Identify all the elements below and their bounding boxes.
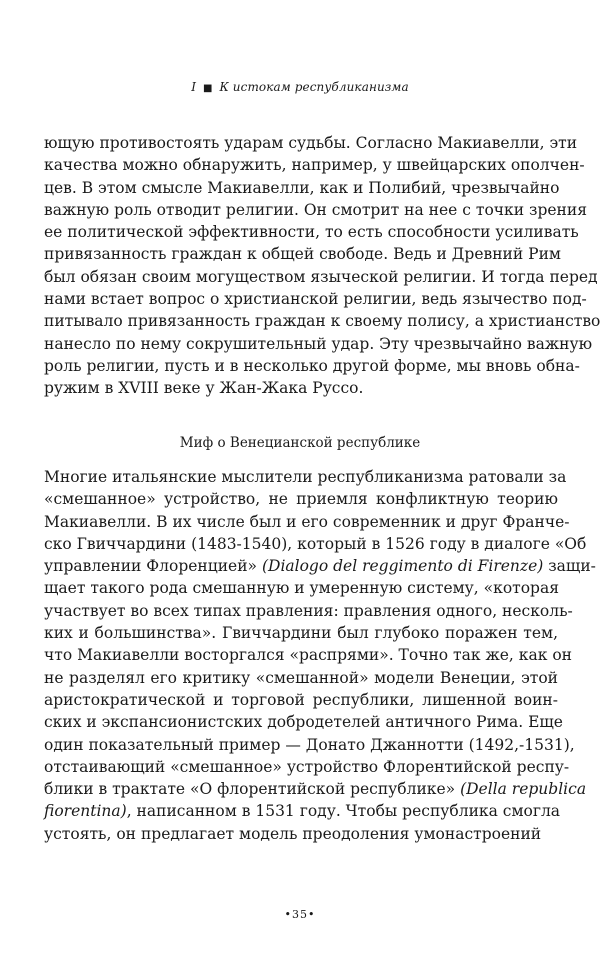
text-line <box>44 800 561 822</box>
text-line: что Макиавелли восторгался «распрями». Точно так же, как он <box>44 646 572 665</box>
italic-title: (Dialogo del reggimento di Firenze) <box>261 557 544 576</box>
paragraph-1 <box>44 132 600 400</box>
chapter-numeral: I <box>191 80 197 94</box>
text-line: ско Гвиччардини (1483-1540), который в 1526 году в диалоге «Об <box>44 534 587 553</box>
text-line: устоять, он предлагает модель преодоления умонастроений <box>44 824 542 843</box>
square-marker-icon: ■ <box>203 83 213 94</box>
text-line: «смешанное» устройство, не приемля конфликтную теорию <box>44 490 558 509</box>
line-text: защи- <box>543 557 596 576</box>
text-line: Многие итальянские мыслители республиканизма ратовали за <box>44 468 567 486</box>
text-line: отстаивающий «смешанное» устройство Флорентийской респу- <box>44 757 570 776</box>
text-line: аристократической и торговой республики, лишенной воин- <box>44 690 558 709</box>
text-line: нанесло по нему сокрушительный удар. Эту чрезвычайно важную <box>44 334 593 353</box>
text-line: не разделял его критику «смешанной» модели Венеции, этой <box>44 668 558 687</box>
text-line: роль религии, пусть и в несколько другой форме, мы вновь обна- <box>44 356 580 375</box>
text-line: ее политической эффективности, то есть способности усиливать <box>44 223 579 242</box>
italic-title: (Della republica <box>460 780 587 799</box>
text-line: нами встает вопрос о христианской религии, ведь язычество под- <box>44 290 587 309</box>
text-line: был обязан своим могуществом языческой религии. И тогда перед <box>44 267 598 286</box>
line-text: , написанном в 1531 году. Чтобы республика смогла <box>126 802 561 821</box>
text-line: участвует во всех типах правления: правления одного, несколь- <box>44 601 573 620</box>
text-line: качества можно обнаружить, например, у швейцарских ополчен- <box>44 156 585 175</box>
text-line: ющую противостоять ударам судьбы. Согласно Макиавелли, эти <box>44 134 578 152</box>
line-text: управлении Флоренцией» <box>44 557 262 576</box>
text-line: питывало привязанность граждан к своему полису, а христианство <box>44 312 600 331</box>
text-line: Макиавелли. В их числе был и его современник и друг Франче- <box>44 512 570 531</box>
text-line: ружим в XVIII веке у Жан-Жака Руссо. <box>44 379 364 398</box>
chapter-title: К истокам республиканизма <box>219 80 409 94</box>
text-line: ких и большинства». Гвиччардини был глубоко поражен тем, <box>44 624 558 643</box>
text-line: цев. В этом смысле Макиавелли, как и Полибий, чрезвычайно <box>44 178 560 197</box>
running-head <box>0 80 600 94</box>
text-line: один показательный пример — Донато Джаннотти (1492,-1531), <box>44 735 575 754</box>
text-line: щает такого рода смешанную и умеренную систему, «которая <box>44 579 559 598</box>
text-line: ских и экспансионистских добродетелей античного Рима. Еще <box>44 713 563 732</box>
text-line: важную роль отводит религии. Он смотрит на нее с точки зрения <box>44 200 587 219</box>
text-line <box>44 555 596 577</box>
section-title: Миф о Венецианской республике <box>179 435 421 451</box>
text-line <box>44 778 587 800</box>
page-number: •35• <box>284 908 316 921</box>
line-text: блики в трактате «О флорентийской республике» <box>44 780 461 799</box>
paragraph-2 <box>44 466 596 845</box>
italic-title: fiorentina) <box>44 802 127 821</box>
text-line: привязанность граждан к общей свободе. Ведь и Древний Рим <box>44 245 561 264</box>
